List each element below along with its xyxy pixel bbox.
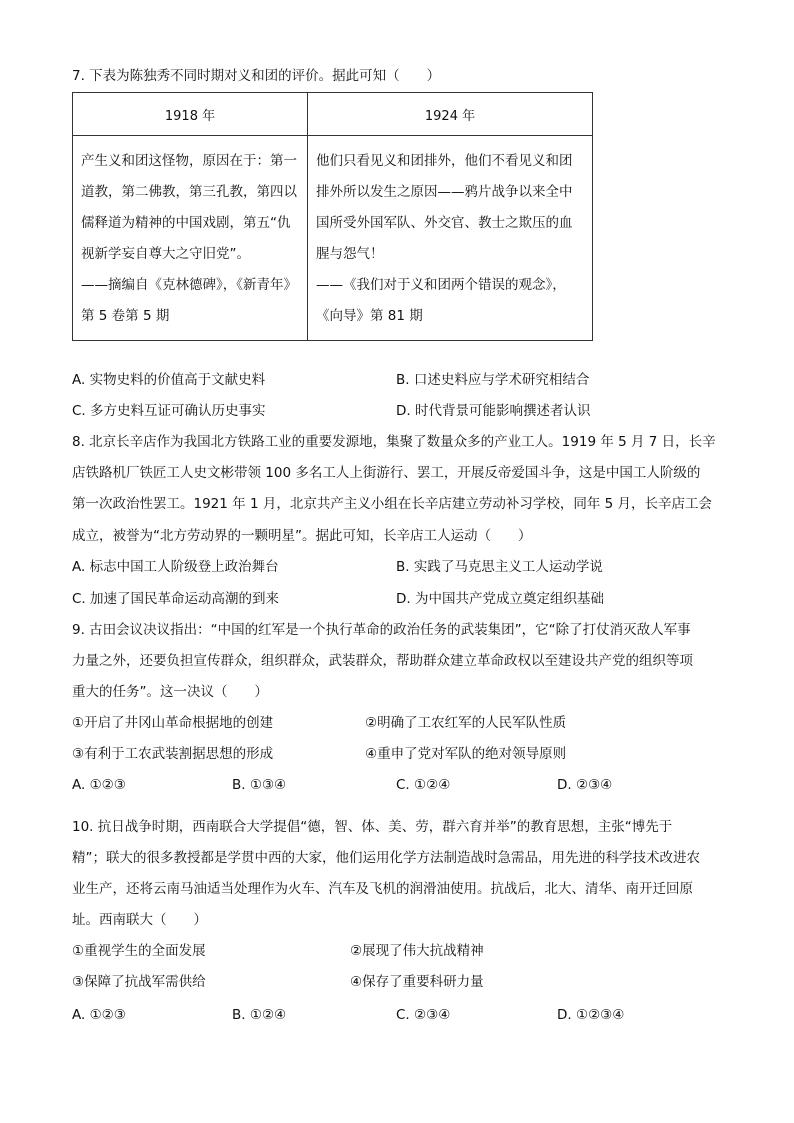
q10-item-3: ③保障了抗战军需供给 [72, 974, 206, 990]
q9-stem-line: 力量之外，还要负担宣传群众，组织群众，武装群众，帮助群众建立革命政权以至建设共产党的组织等项 [72, 653, 693, 669]
q8-stem-line: 第一次政治性罢工。1921 年 1 月，北京共产主义小组在长辛店建立劳动补习学校，同年 5 月，长辛店工会 [72, 496, 712, 512]
q7-stem: 7. 下表为陈独秀不同时期对义和团的评价。据此可知（ ） [72, 68, 441, 84]
cell-1924-line: 他们只看见义和团排外，他们不看见义和团 [316, 153, 573, 169]
cell-1918-line: 视新学妄自尊大之守旧党”。 [81, 246, 250, 262]
q7-option-d[interactable]: D. 时代背景可能影响撰述者认识 [396, 403, 591, 419]
q10-item-2: ②展现了伟大抗战精神 [350, 943, 484, 959]
table-header-1918: 1918 年 [73, 93, 308, 136]
q7-option-a[interactable]: A. 实物史料的价值高于文献史料 [72, 372, 266, 388]
q8-option-a[interactable]: A. 标志中国工人阶级登上政治舞台 [72, 559, 279, 575]
q9-option-d[interactable]: D. ②③④ [557, 777, 613, 793]
cell-1918-line: 儒释道为精神的中国戏剧，第五“仇 [81, 215, 291, 231]
cell-1918-line: 第 5 卷第 5 期 [81, 308, 170, 324]
cell-1918-line: 产生义和团这怪物，原因在于：第一 [81, 153, 297, 169]
q10-option-d[interactable]: D. ①②③④ [557, 1007, 625, 1023]
q9-stem-line: 重大的任务”。这一决议（ ） [72, 684, 268, 700]
q9-stem-line: 9. 古田会议决议指出：“中国的红军是一个执行革命的政治任务的武装集团”，它“除了打仗消灭敌人军事 [72, 622, 691, 638]
cell-1918-line: 道教，第二佛教，第三孔教，第四以 [81, 184, 297, 200]
q10-item-4: ④保存了重要科研力量 [350, 974, 484, 990]
q8-option-c[interactable]: C. 加速了国民革命运动高潮的到来 [72, 591, 280, 607]
q9-option-b[interactable]: B. ①③④ [232, 777, 287, 793]
q9-item-4: ④重申了党对军队的绝对领导原则 [365, 746, 567, 762]
q10-stem-line: 址。西南联大（ ） [72, 912, 207, 928]
q8-stem-line: 店铁路机厂铁匠工人史文彬带领 100 多名工人上街游行、罢工，开展反帝爱国斗争，这是中国工人阶级的 [72, 465, 701, 481]
q9-item-1: ①开启了井冈山革命根据地的创建 [72, 715, 274, 731]
q9-item-3: ③有利于工农武装割据思想的形成 [72, 746, 274, 762]
cell-1924-line: 《向导》第 81 期 [316, 308, 423, 324]
q10-stem-line: 精”；联大的很多教授都是学贯中西的大家，他们运用化学方法制造战时急需品，用先进的科学技术改进农 [72, 850, 700, 866]
q9-option-c[interactable]: C. ①②④ [396, 777, 451, 793]
table-cell-1924 [308, 136, 593, 341]
q10-item-1: ①重视学生的全面发展 [72, 943, 206, 959]
table-header-1924: 1924 年 [308, 93, 593, 136]
cell-1924-line: 国所受外国军队、外交官、教士之欺压的血 [316, 215, 573, 231]
cell-1924-line: 腥与怨气！ [316, 246, 384, 262]
q9-item-2: ②明确了工农红军的人民军队性质 [365, 715, 567, 731]
q9-option-a[interactable]: A. ①②③ [72, 777, 126, 793]
q8-option-d[interactable]: D. 为中国共产党成立奠定组织基础 [396, 591, 604, 607]
q8-stem-line: 成立，被誉为“北方劳动界的一颗明星”。据此可知，长辛店工人运动（ ） [72, 528, 532, 544]
q7-option-b[interactable]: B. 口述史料应与学术研究相结合 [396, 372, 590, 388]
cell-1924-line: ——《我们对于义和团两个错误的观念》， [316, 277, 566, 293]
q10-option-a[interactable]: A. ①②③ [72, 1007, 126, 1023]
q7-comparison-table [72, 92, 593, 341]
cell-1924-line: 排外所以发生之原因——鸦片战争以来全中 [316, 184, 573, 200]
q10-stem-line: 10. 抗日战争时期，西南联合大学提倡“德，智、体、美、劳，群六育并举”的教育思想，主张“博先于 [72, 819, 673, 835]
q8-option-b[interactable]: B. 实践了马克思主义工人运动学说 [396, 559, 603, 575]
q10-option-c[interactable]: C. ②③④ [396, 1007, 451, 1023]
q7-option-c[interactable]: C. 多方史料互证可确认历史事实 [72, 403, 266, 419]
cell-1918-line: ——摘编自《克林德碑》，《新青年》 [81, 277, 297, 293]
q8-stem-line: 8. 北京长辛店作为我国北方铁路工业的重要发源地，集聚了数量众多的产业工人。1919 年 5 月 7 日，长辛 [72, 434, 716, 450]
q10-stem-line: 业生产，还将云南马油适当处理作为火车、汽车及飞机的润滑油使用。抗战后，北大、清华、南开迁回原 [72, 881, 693, 897]
table-cell-1918 [73, 136, 308, 341]
q10-option-b[interactable]: B. ①②④ [232, 1007, 287, 1023]
